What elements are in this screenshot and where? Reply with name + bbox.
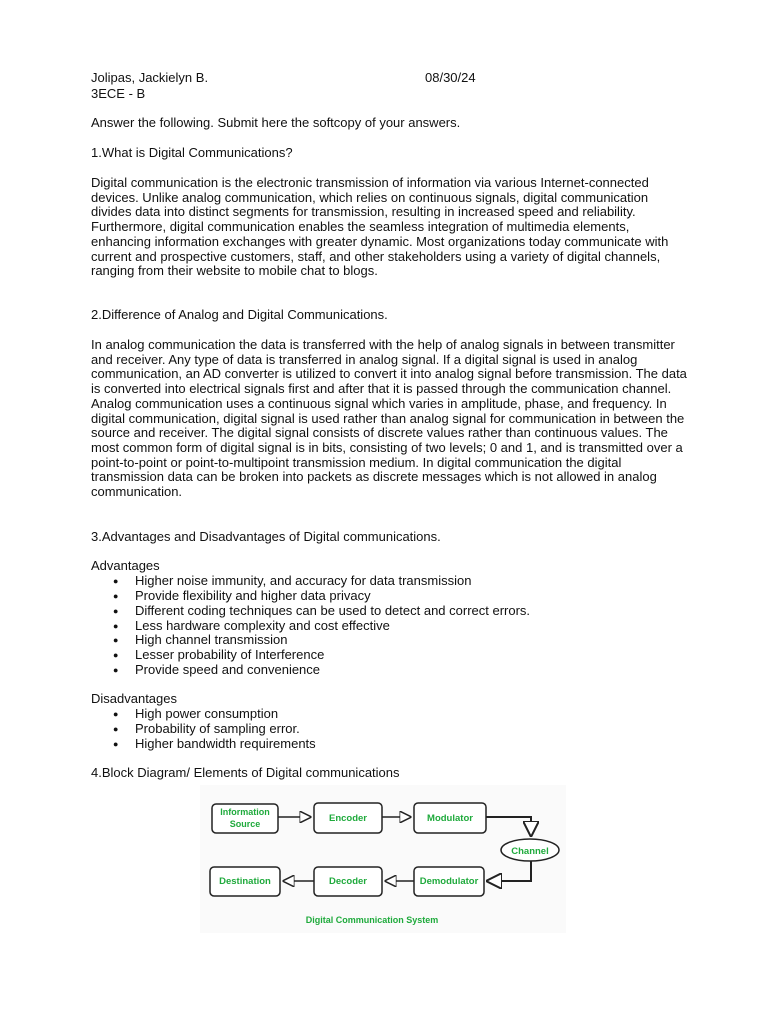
advantages-list	[91, 574, 691, 678]
instructions: Answer the following. Submit here the softcopy of your answers.	[91, 115, 461, 130]
question-2: 2.Difference of Analog and Digital Communications.	[91, 307, 388, 322]
block-label: Modulator	[427, 813, 473, 824]
block-label: Source	[229, 819, 261, 829]
answer-1: Digital communication is the electronic transmission of information via various Internet-connected devices. Unlike analog communication, which relies on continuous signals, digital communication divides data into distinct segments for transmission, resulting in increased speed and reliability. Furthermore, digital communication enables the seamless integration of multimedia elements, enhancing information exchanges with greater dynamic. Most organizations today communicate with current and prospective customers, staff, and other stakeholders using a variety of digital channels, ranging from their website to mobile chat to blogs.	[91, 175, 669, 279]
question-4: 4.Block Diagram/ Elements of Digital communications	[91, 765, 400, 780]
list-item: ● Less hardware complexity and cost effective	[91, 619, 691, 634]
student-name: Jolipas, Jackielyn B.	[91, 70, 209, 85]
list-item: ● Different coding techniques can be used to detect and correct errors.	[91, 604, 691, 619]
question-3: 3.Advantages and Disadvantages of Digital communications.	[91, 529, 441, 544]
document-date: 08/30/24	[425, 70, 476, 85]
block-label: Destination	[219, 876, 271, 887]
advantages-heading: Advantages	[91, 558, 160, 573]
list-item: ● Provide speed and convenience	[91, 663, 691, 678]
block-label: Information	[220, 807, 270, 817]
diagram-caption: Digital Communication System	[305, 915, 439, 925]
disadvantages-list	[91, 707, 691, 752]
block-diagram	[200, 785, 566, 933]
question-1: 1.What is Digital Communications?	[91, 145, 293, 160]
list-item: ● Higher bandwidth requirements	[91, 737, 691, 752]
disadvantages-heading: Disadvantages	[91, 691, 177, 706]
block-label: Decoder	[328, 876, 368, 887]
block-label: Encoder	[328, 813, 368, 824]
list-item: ● Provide flexibility and higher data privacy	[91, 589, 691, 604]
list-item: ● High channel transmission	[91, 633, 691, 648]
list-item: ● High power consumption	[91, 707, 691, 722]
list-item: ● Higher noise immunity, and accuracy for data transmission	[91, 574, 691, 589]
list-item: ● Lesser probability of Interference	[91, 648, 691, 663]
list-item: ● Probability of sampling error.	[91, 722, 691, 737]
block-label: Channel	[511, 846, 549, 857]
block-label: Demodulator	[419, 876, 479, 887]
answer-2: In analog communication the data is transferred with the help of analog signals in between transmitter and receiver. Any type of data is transferred in analog signal. If a digital signal is used in analog communication, an AD converter is utilized to convert it into analog signal before transmission. The data is converted into electrical signals first and after that it is passed through the communication channel. Analog communication uses a continuous signal which varies in amplitude, phase, and frequency. In digital communication, digital signal is used rather than analog signal for communication in between the source and receiver. The digital signal consists of discrete values rather than continuous values. The most common form of digital signal is in bits, consisting of two levels; 0 and 1, and is transmitted over a point-to-point or point-to-multipoint transmission medium. In digital communication the digital transmission data can be broken into packets as discrete messages which is not allowed in analog communication.	[91, 337, 687, 500]
class-section: 3ECE - B	[91, 86, 146, 101]
